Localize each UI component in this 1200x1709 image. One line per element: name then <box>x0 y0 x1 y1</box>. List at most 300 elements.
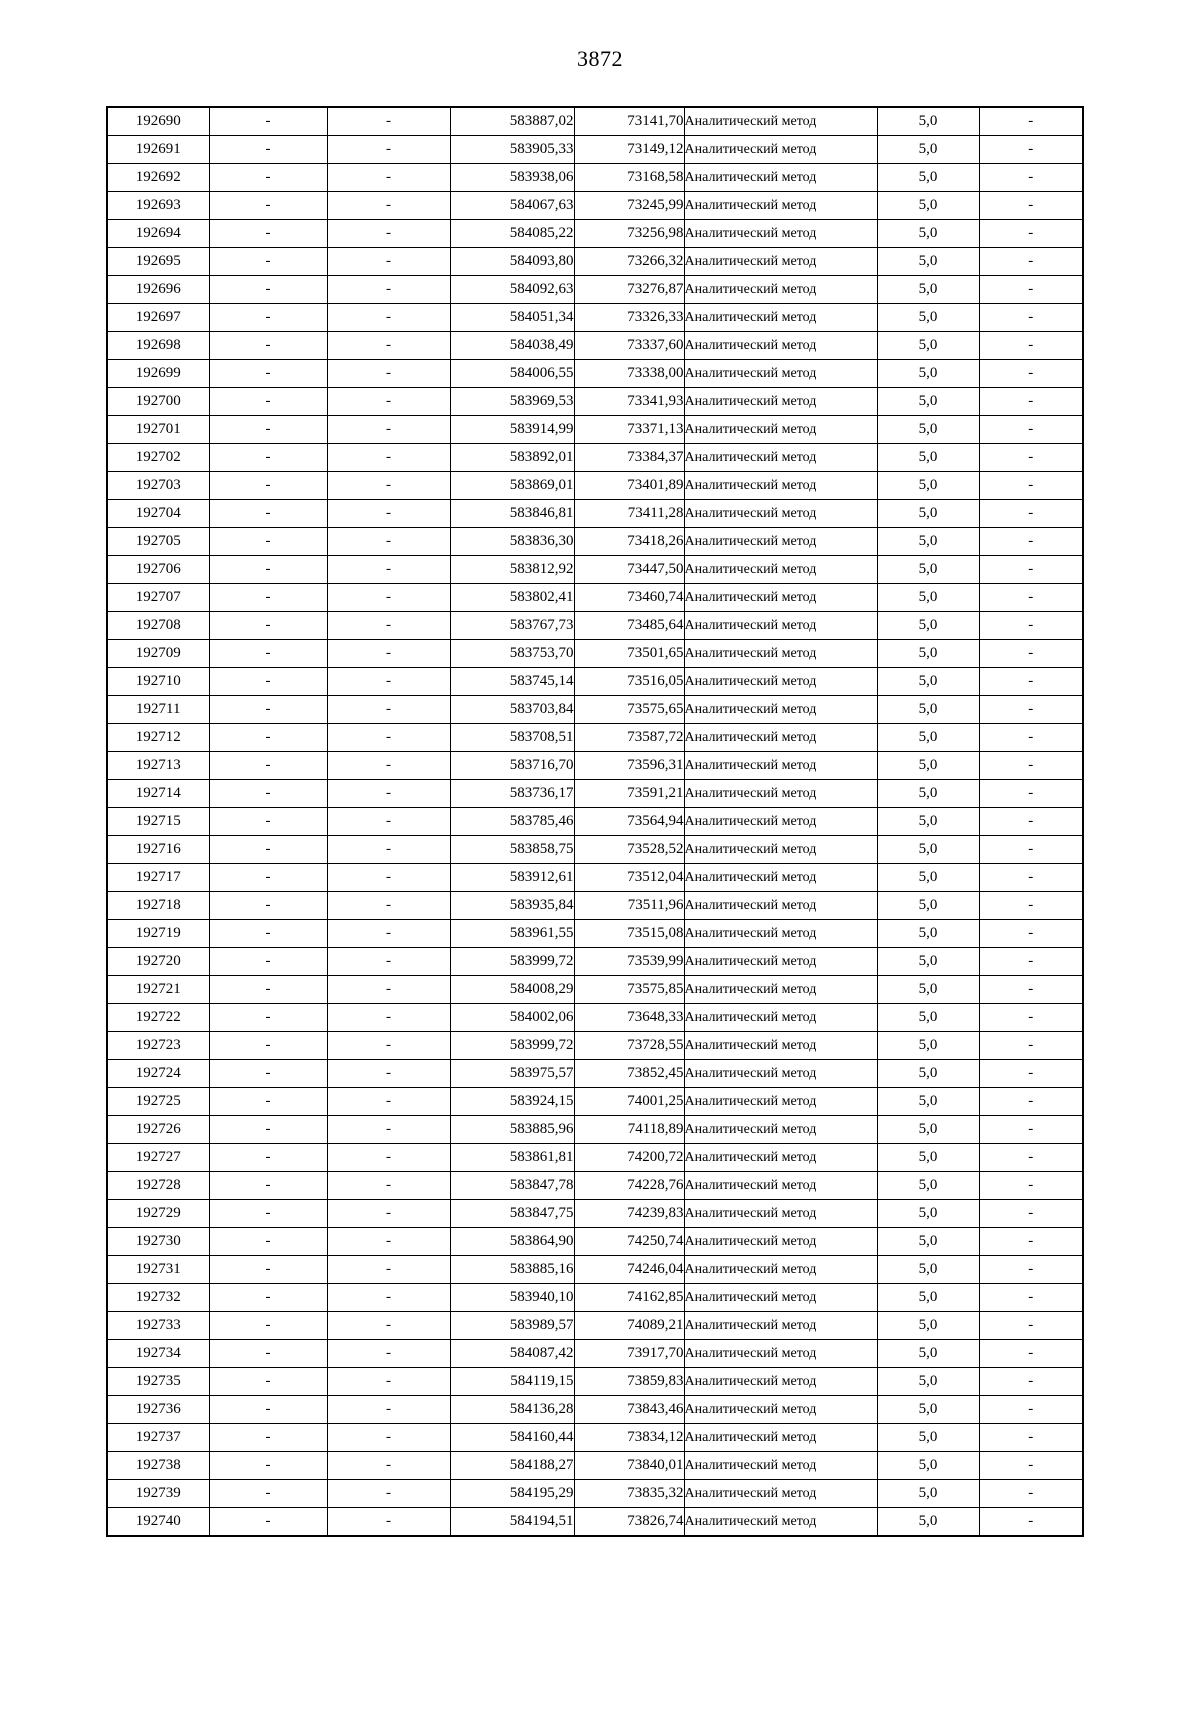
table-row <box>107 1424 1083 1452</box>
empty-value-cell: - <box>979 1284 1083 1312</box>
point-number-cell: 192737 <box>107 1424 209 1452</box>
empty-value-cell: - <box>209 416 327 444</box>
y-coordinate-cell: 74228,76 <box>574 1172 684 1200</box>
accuracy-cell: 5,0 <box>877 1172 979 1200</box>
x-coordinate-cell: 583975,57 <box>450 1060 574 1088</box>
point-number-cell: 192695 <box>107 248 209 276</box>
empty-value-cell: - <box>327 752 450 780</box>
point-number-cell: 192738 <box>107 1452 209 1480</box>
method-cell: Аналитический метод <box>684 696 877 724</box>
method-cell: Аналитический метод <box>684 1452 877 1480</box>
table-row <box>107 1256 1083 1284</box>
method-cell: Аналитический метод <box>684 192 877 220</box>
empty-value-cell: - <box>327 248 450 276</box>
empty-value-cell: - <box>327 808 450 836</box>
accuracy-cell: 5,0 <box>877 1340 979 1368</box>
point-number-cell: 192732 <box>107 1284 209 1312</box>
table-row <box>107 248 1083 276</box>
table-row <box>107 276 1083 304</box>
table-row <box>107 136 1083 164</box>
point-number-cell: 192730 <box>107 1228 209 1256</box>
x-coordinate-cell: 583999,72 <box>450 1032 574 1060</box>
empty-value-cell: - <box>979 724 1083 752</box>
y-coordinate-cell: 73591,21 <box>574 780 684 808</box>
table-row <box>107 1452 1083 1480</box>
accuracy-cell: 5,0 <box>877 1312 979 1340</box>
y-coordinate-cell: 73266,32 <box>574 248 684 276</box>
y-coordinate-cell: 73648,33 <box>574 1004 684 1032</box>
x-coordinate-cell: 584038,49 <box>450 332 574 360</box>
empty-value-cell: - <box>979 612 1083 640</box>
table-row <box>107 948 1083 976</box>
empty-value-cell: - <box>209 892 327 920</box>
empty-value-cell: - <box>209 1424 327 1452</box>
x-coordinate-cell: 584067,63 <box>450 192 574 220</box>
table-row <box>107 416 1083 444</box>
empty-value-cell: - <box>327 528 450 556</box>
accuracy-cell: 5,0 <box>877 1424 979 1452</box>
empty-value-cell: - <box>209 1060 327 1088</box>
y-coordinate-cell: 73596,31 <box>574 752 684 780</box>
x-coordinate-cell: 583703,84 <box>450 696 574 724</box>
empty-value-cell: - <box>327 584 450 612</box>
accuracy-cell: 5,0 <box>877 1004 979 1032</box>
y-coordinate-cell: 73835,32 <box>574 1480 684 1508</box>
x-coordinate-cell: 584093,80 <box>450 248 574 276</box>
table-row <box>107 1480 1083 1508</box>
x-coordinate-cell: 583745,14 <box>450 668 574 696</box>
empty-value-cell: - <box>979 808 1083 836</box>
empty-value-cell: - <box>979 864 1083 892</box>
point-number-cell: 192739 <box>107 1480 209 1508</box>
empty-value-cell: - <box>979 1004 1083 1032</box>
accuracy-cell: 5,0 <box>877 668 979 696</box>
method-cell: Аналитический метод <box>684 1256 877 1284</box>
table-row <box>107 1312 1083 1340</box>
accuracy-cell: 5,0 <box>877 1368 979 1396</box>
table-row <box>107 332 1083 360</box>
table-row <box>107 500 1083 528</box>
y-coordinate-cell: 73326,33 <box>574 304 684 332</box>
empty-value-cell: - <box>209 640 327 668</box>
table-row <box>107 892 1083 920</box>
table-row <box>107 1200 1083 1228</box>
empty-value-cell: - <box>979 528 1083 556</box>
table-row <box>107 1144 1083 1172</box>
x-coordinate-cell: 583736,17 <box>450 780 574 808</box>
y-coordinate-cell: 73485,64 <box>574 612 684 640</box>
table-row <box>107 1228 1083 1256</box>
point-number-cell: 192690 <box>107 107 209 136</box>
x-coordinate-cell: 583887,02 <box>450 107 574 136</box>
table-row <box>107 220 1083 248</box>
empty-value-cell: - <box>327 864 450 892</box>
accuracy-cell: 5,0 <box>877 136 979 164</box>
empty-value-cell: - <box>209 836 327 864</box>
empty-value-cell: - <box>327 1368 450 1396</box>
x-coordinate-cell: 583999,72 <box>450 948 574 976</box>
method-cell: Аналитический метод <box>684 276 877 304</box>
y-coordinate-cell: 73341,93 <box>574 388 684 416</box>
empty-value-cell: - <box>979 136 1083 164</box>
x-coordinate-cell: 583885,96 <box>450 1116 574 1144</box>
table-row <box>107 696 1083 724</box>
empty-value-cell: - <box>209 444 327 472</box>
empty-value-cell: - <box>327 1312 450 1340</box>
empty-value-cell: - <box>209 1284 327 1312</box>
x-coordinate-cell: 583905,33 <box>450 136 574 164</box>
x-coordinate-cell: 584188,27 <box>450 1452 574 1480</box>
empty-value-cell: - <box>209 612 327 640</box>
y-coordinate-cell: 73515,08 <box>574 920 684 948</box>
empty-value-cell: - <box>327 1144 450 1172</box>
y-coordinate-cell: 73141,70 <box>574 107 684 136</box>
x-coordinate-cell: 583892,01 <box>450 444 574 472</box>
x-coordinate-cell: 584087,42 <box>450 1340 574 1368</box>
empty-value-cell: - <box>979 668 1083 696</box>
method-cell: Аналитический метод <box>684 920 877 948</box>
x-coordinate-cell: 583864,90 <box>450 1228 574 1256</box>
y-coordinate-cell: 73852,45 <box>574 1060 684 1088</box>
method-cell: Аналитический метод <box>684 136 877 164</box>
point-number-cell: 192703 <box>107 472 209 500</box>
empty-value-cell: - <box>327 472 450 500</box>
point-number-cell: 192694 <box>107 220 209 248</box>
x-coordinate-cell: 584136,28 <box>450 1396 574 1424</box>
empty-value-cell: - <box>209 1508 327 1537</box>
empty-value-cell: - <box>327 556 450 584</box>
method-cell: Аналитический метод <box>684 332 877 360</box>
x-coordinate-cell: 583767,73 <box>450 612 574 640</box>
table-body <box>107 107 1083 1536</box>
x-coordinate-cell: 583935,84 <box>450 892 574 920</box>
table-row <box>107 164 1083 192</box>
empty-value-cell: - <box>327 220 450 248</box>
accuracy-cell: 5,0 <box>877 276 979 304</box>
empty-value-cell: - <box>209 920 327 948</box>
accuracy-cell: 5,0 <box>877 1032 979 1060</box>
point-number-cell: 192736 <box>107 1396 209 1424</box>
x-coordinate-cell: 584002,06 <box>450 1004 574 1032</box>
empty-value-cell: - <box>209 1340 327 1368</box>
point-number-cell: 192704 <box>107 500 209 528</box>
empty-value-cell: - <box>327 136 450 164</box>
x-coordinate-cell: 583847,75 <box>450 1200 574 1228</box>
method-cell: Аналитический метод <box>684 444 877 472</box>
empty-value-cell: - <box>979 500 1083 528</box>
empty-value-cell: - <box>979 556 1083 584</box>
x-coordinate-cell: 583708,51 <box>450 724 574 752</box>
method-cell: Аналитический метод <box>684 1200 877 1228</box>
method-cell: Аналитический метод <box>684 976 877 1004</box>
accuracy-cell: 5,0 <box>877 556 979 584</box>
accuracy-cell: 5,0 <box>877 1088 979 1116</box>
empty-value-cell: - <box>327 836 450 864</box>
x-coordinate-cell: 584006,55 <box>450 360 574 388</box>
page-number: 3872 <box>577 46 623 71</box>
empty-value-cell: - <box>209 556 327 584</box>
empty-value-cell: - <box>979 332 1083 360</box>
empty-value-cell: - <box>979 780 1083 808</box>
empty-value-cell: - <box>327 107 450 136</box>
x-coordinate-cell: 583716,70 <box>450 752 574 780</box>
x-coordinate-cell: 584195,29 <box>450 1480 574 1508</box>
table-row <box>107 668 1083 696</box>
point-number-cell: 192709 <box>107 640 209 668</box>
x-coordinate-cell: 583885,16 <box>450 1256 574 1284</box>
y-coordinate-cell: 73528,52 <box>574 836 684 864</box>
empty-value-cell: - <box>979 1060 1083 1088</box>
x-coordinate-cell: 584051,34 <box>450 304 574 332</box>
empty-value-cell: - <box>979 1032 1083 1060</box>
x-coordinate-cell: 583846,81 <box>450 500 574 528</box>
y-coordinate-cell: 73859,83 <box>574 1368 684 1396</box>
empty-value-cell: - <box>327 1004 450 1032</box>
empty-value-cell: - <box>209 276 327 304</box>
empty-value-cell: - <box>209 248 327 276</box>
y-coordinate-cell: 73843,46 <box>574 1396 684 1424</box>
empty-value-cell: - <box>209 164 327 192</box>
y-coordinate-cell: 73245,99 <box>574 192 684 220</box>
accuracy-cell: 5,0 <box>877 164 979 192</box>
accuracy-cell: 5,0 <box>877 1452 979 1480</box>
empty-value-cell: - <box>979 1088 1083 1116</box>
empty-value-cell: - <box>209 136 327 164</box>
empty-value-cell: - <box>979 444 1083 472</box>
point-number-cell: 192714 <box>107 780 209 808</box>
method-cell: Аналитический метод <box>684 1088 877 1116</box>
accuracy-cell: 5,0 <box>877 416 979 444</box>
empty-value-cell: - <box>327 360 450 388</box>
y-coordinate-cell: 73587,72 <box>574 724 684 752</box>
point-number-cell: 192723 <box>107 1032 209 1060</box>
x-coordinate-cell: 583836,30 <box>450 528 574 556</box>
table-row <box>107 388 1083 416</box>
empty-value-cell: - <box>979 276 1083 304</box>
point-number-cell: 192713 <box>107 752 209 780</box>
point-number-cell: 192721 <box>107 976 209 1004</box>
y-coordinate-cell: 73460,74 <box>574 584 684 612</box>
method-cell: Аналитический метод <box>684 780 877 808</box>
point-number-cell: 192729 <box>107 1200 209 1228</box>
point-number-cell: 192731 <box>107 1256 209 1284</box>
empty-value-cell: - <box>327 1088 450 1116</box>
method-cell: Аналитический метод <box>684 640 877 668</box>
empty-value-cell: - <box>209 192 327 220</box>
method-cell: Аналитический метод <box>684 584 877 612</box>
x-coordinate-cell: 584085,22 <box>450 220 574 248</box>
x-coordinate-cell: 583785,46 <box>450 808 574 836</box>
empty-value-cell: - <box>209 220 327 248</box>
x-coordinate-cell: 583753,70 <box>450 640 574 668</box>
empty-value-cell: - <box>327 948 450 976</box>
empty-value-cell: - <box>209 500 327 528</box>
empty-value-cell: - <box>979 472 1083 500</box>
table-row <box>107 528 1083 556</box>
point-number-cell: 192727 <box>107 1144 209 1172</box>
empty-value-cell: - <box>209 1256 327 1284</box>
y-coordinate-cell: 73276,87 <box>574 276 684 304</box>
empty-value-cell: - <box>327 304 450 332</box>
point-number-cell: 192707 <box>107 584 209 612</box>
empty-value-cell: - <box>327 612 450 640</box>
empty-value-cell: - <box>209 1144 327 1172</box>
y-coordinate-cell: 73575,85 <box>574 976 684 1004</box>
accuracy-cell: 5,0 <box>877 248 979 276</box>
table-row <box>107 836 1083 864</box>
point-number-cell: 192697 <box>107 304 209 332</box>
empty-value-cell: - <box>979 1172 1083 1200</box>
empty-value-cell: - <box>209 332 327 360</box>
accuracy-cell: 5,0 <box>877 724 979 752</box>
empty-value-cell: - <box>209 1172 327 1200</box>
empty-value-cell: - <box>209 864 327 892</box>
accuracy-cell: 5,0 <box>877 107 979 136</box>
method-cell: Аналитический метод <box>684 528 877 556</box>
y-coordinate-cell: 73418,26 <box>574 528 684 556</box>
point-number-cell: 192734 <box>107 1340 209 1368</box>
empty-value-cell: - <box>979 1116 1083 1144</box>
method-cell: Аналитический метод <box>684 724 877 752</box>
accuracy-cell: 5,0 <box>877 360 979 388</box>
y-coordinate-cell: 74246,04 <box>574 1256 684 1284</box>
empty-value-cell: - <box>209 1116 327 1144</box>
method-cell: Аналитический метод <box>684 948 877 976</box>
y-coordinate-cell: 73149,12 <box>574 136 684 164</box>
empty-value-cell: - <box>327 1172 450 1200</box>
empty-value-cell: - <box>979 304 1083 332</box>
empty-value-cell: - <box>327 640 450 668</box>
point-number-cell: 192700 <box>107 388 209 416</box>
empty-value-cell: - <box>209 304 327 332</box>
empty-value-cell: - <box>979 1452 1083 1480</box>
empty-value-cell: - <box>209 976 327 1004</box>
accuracy-cell: 5,0 <box>877 1396 979 1424</box>
accuracy-cell: 5,0 <box>877 696 979 724</box>
empty-value-cell: - <box>979 248 1083 276</box>
accuracy-cell: 5,0 <box>877 780 979 808</box>
x-coordinate-cell: 583940,10 <box>450 1284 574 1312</box>
y-coordinate-cell: 73834,12 <box>574 1424 684 1452</box>
empty-value-cell: - <box>327 276 450 304</box>
y-coordinate-cell: 73256,98 <box>574 220 684 248</box>
table-row <box>107 1340 1083 1368</box>
x-coordinate-cell: 583961,55 <box>450 920 574 948</box>
empty-value-cell: - <box>327 1480 450 1508</box>
accuracy-cell: 5,0 <box>877 332 979 360</box>
point-number-cell: 192733 <box>107 1312 209 1340</box>
x-coordinate-cell: 584194,51 <box>450 1508 574 1537</box>
empty-value-cell: - <box>979 1368 1083 1396</box>
y-coordinate-cell: 74118,89 <box>574 1116 684 1144</box>
y-coordinate-cell: 73512,04 <box>574 864 684 892</box>
y-coordinate-cell: 73728,55 <box>574 1032 684 1060</box>
accuracy-cell: 5,0 <box>877 1116 979 1144</box>
accuracy-cell: 5,0 <box>877 1256 979 1284</box>
point-number-cell: 192724 <box>107 1060 209 1088</box>
point-number-cell: 192722 <box>107 1004 209 1032</box>
accuracy-cell: 5,0 <box>877 1480 979 1508</box>
empty-value-cell: - <box>327 1060 450 1088</box>
empty-value-cell: - <box>327 332 450 360</box>
empty-value-cell: - <box>327 892 450 920</box>
accuracy-cell: 5,0 <box>877 444 979 472</box>
method-cell: Аналитический метод <box>684 808 877 836</box>
method-cell: Аналитический метод <box>684 1424 877 1452</box>
empty-value-cell: - <box>209 1396 327 1424</box>
empty-value-cell: - <box>979 752 1083 780</box>
table-row <box>107 304 1083 332</box>
method-cell: Аналитический метод <box>684 416 877 444</box>
x-coordinate-cell: 583969,53 <box>450 388 574 416</box>
table-row <box>107 1004 1083 1032</box>
empty-value-cell: - <box>327 416 450 444</box>
empty-value-cell: - <box>979 1508 1083 1537</box>
empty-value-cell: - <box>979 1480 1083 1508</box>
x-coordinate-cell: 583861,81 <box>450 1144 574 1172</box>
empty-value-cell: - <box>979 220 1083 248</box>
x-coordinate-cell: 583812,92 <box>450 556 574 584</box>
point-number-cell: 192719 <box>107 920 209 948</box>
empty-value-cell: - <box>979 920 1083 948</box>
empty-value-cell: - <box>327 696 450 724</box>
table-row <box>107 976 1083 1004</box>
accuracy-cell: 5,0 <box>877 612 979 640</box>
empty-value-cell: - <box>209 1368 327 1396</box>
method-cell: Аналитический метод <box>684 1312 877 1340</box>
y-coordinate-cell: 73411,28 <box>574 500 684 528</box>
empty-value-cell: - <box>979 416 1083 444</box>
accuracy-cell: 5,0 <box>877 304 979 332</box>
table-row <box>107 640 1083 668</box>
accuracy-cell: 5,0 <box>877 528 979 556</box>
point-number-cell: 192720 <box>107 948 209 976</box>
empty-value-cell: - <box>327 388 450 416</box>
accuracy-cell: 5,0 <box>877 472 979 500</box>
x-coordinate-cell: 584092,63 <box>450 276 574 304</box>
method-cell: Аналитический метод <box>684 1508 877 1537</box>
empty-value-cell: - <box>327 1256 450 1284</box>
point-number-cell: 192715 <box>107 808 209 836</box>
y-coordinate-cell: 73511,96 <box>574 892 684 920</box>
method-cell: Аналитический метод <box>684 752 877 780</box>
point-number-cell: 192718 <box>107 892 209 920</box>
y-coordinate-cell: 73840,01 <box>574 1452 684 1480</box>
method-cell: Аналитический метод <box>684 892 877 920</box>
y-coordinate-cell: 74239,83 <box>574 1200 684 1228</box>
empty-value-cell: - <box>979 388 1083 416</box>
point-number-cell: 192717 <box>107 864 209 892</box>
empty-value-cell: - <box>979 192 1083 220</box>
empty-value-cell: - <box>979 584 1083 612</box>
method-cell: Аналитический метод <box>684 248 877 276</box>
method-cell: Аналитический метод <box>684 1480 877 1508</box>
empty-value-cell: - <box>209 528 327 556</box>
accuracy-cell: 5,0 <box>877 808 979 836</box>
accuracy-cell: 5,0 <box>877 1284 979 1312</box>
empty-value-cell: - <box>209 388 327 416</box>
empty-value-cell: - <box>327 920 450 948</box>
empty-value-cell: - <box>327 192 450 220</box>
accuracy-cell: 5,0 <box>877 220 979 248</box>
empty-value-cell: - <box>979 360 1083 388</box>
empty-value-cell: - <box>209 1088 327 1116</box>
method-cell: Аналитический метод <box>684 1004 877 1032</box>
empty-value-cell: - <box>327 1340 450 1368</box>
accuracy-cell: 5,0 <box>877 1060 979 1088</box>
empty-value-cell: - <box>327 1200 450 1228</box>
accuracy-cell: 5,0 <box>877 388 979 416</box>
